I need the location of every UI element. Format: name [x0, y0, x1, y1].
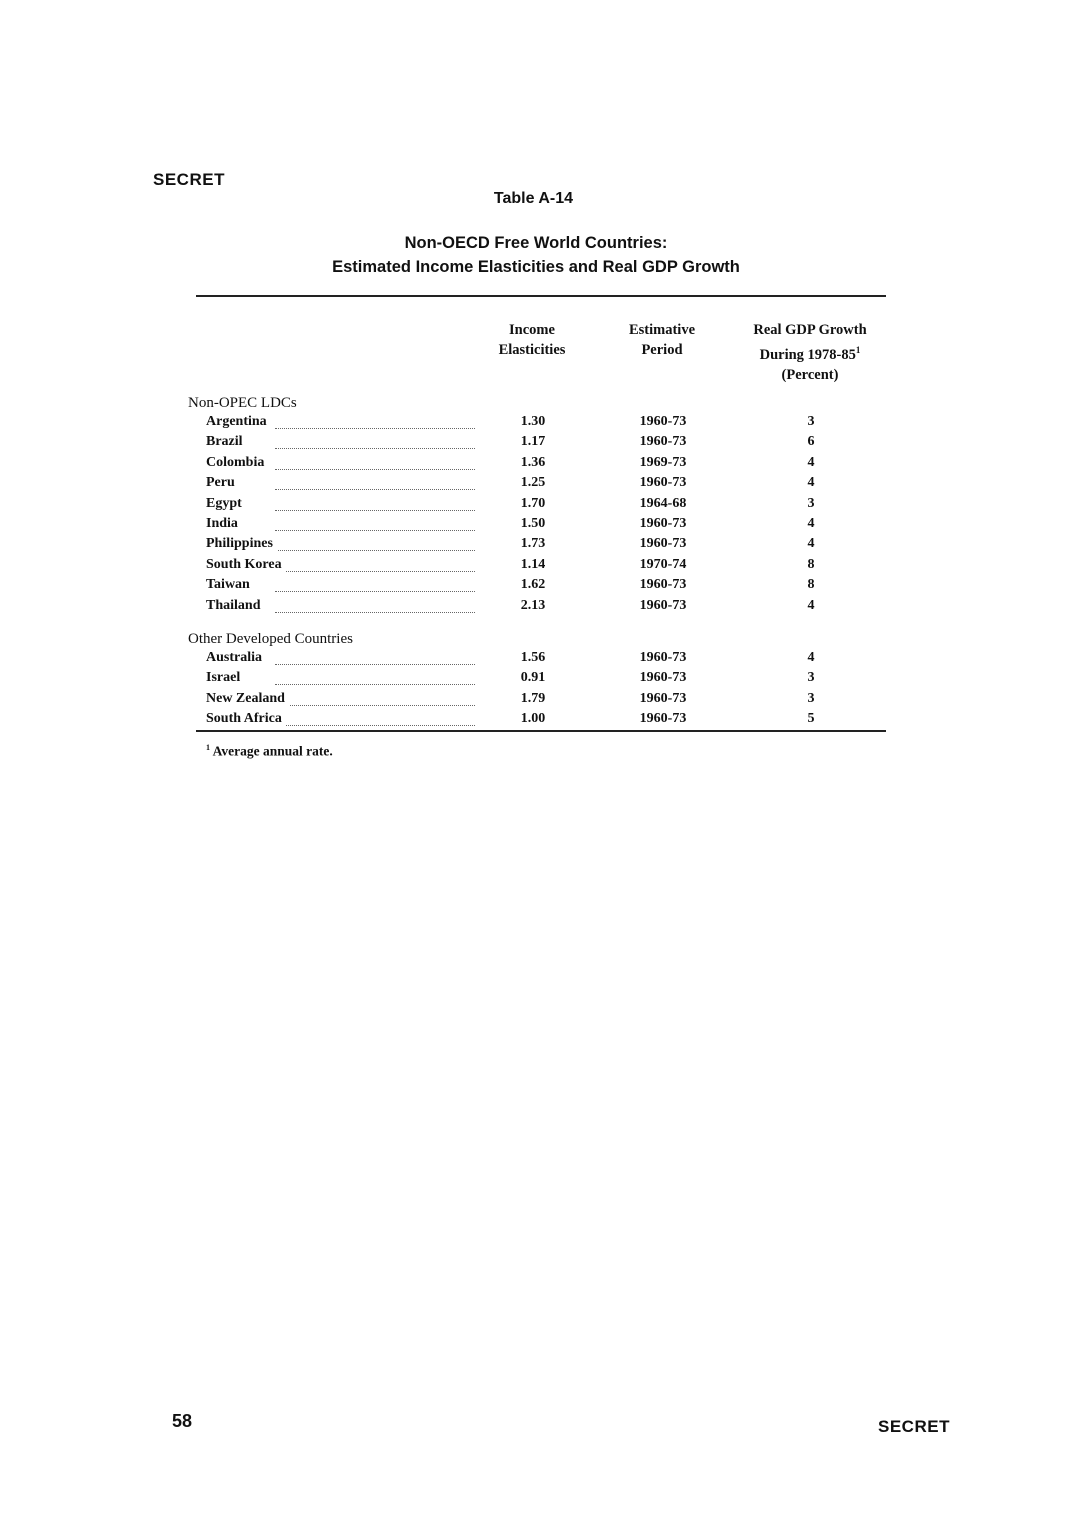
elasticity-cell: 1.36	[520, 454, 546, 470]
country-name: South Africa	[206, 711, 286, 727]
period-cell: 1970-74	[639, 556, 687, 572]
bottom-rule	[196, 730, 886, 732]
growth-cell: 3	[807, 414, 815, 429]
elasticity-cell: 1.70	[520, 495, 546, 511]
col-header-growth	[730, 320, 890, 385]
col-header-growth-footnote-mark: 1	[855, 345, 861, 355]
country-name: Peru	[206, 475, 239, 491]
elasticity-cell: 0.91	[520, 670, 546, 686]
period-cell: 1960-73	[639, 434, 687, 450]
leader-dots	[275, 724, 475, 726]
country-name: Thailand	[206, 598, 264, 614]
section-label-other-developed: Other Developed Countries	[188, 631, 353, 647]
col-header-growth-line2-text: During 1978-85	[759, 346, 856, 363]
col-header-elasticities-line1: Income	[509, 322, 555, 338]
country-name: Taiwan	[206, 577, 254, 593]
growth-cell: 3	[807, 690, 815, 706]
period-cell: 1960-73	[639, 670, 687, 686]
growth-cell: 3	[807, 495, 815, 511]
period-cell: 1960-73	[639, 536, 687, 552]
country-name: Australia	[206, 650, 266, 666]
period-cell: 1960-73	[639, 711, 687, 727]
col-header-growth-line1: Real GDP Growth	[753, 322, 867, 338]
leader-dots	[275, 529, 475, 531]
period-cell: 1960-73	[639, 516, 687, 531]
growth-cell: 4	[807, 454, 815, 470]
elasticity-cell: 1.79	[520, 690, 546, 706]
period-cell: 1960-73	[639, 597, 687, 613]
country-name: Egypt	[206, 496, 246, 512]
period-cell: 1960-73	[639, 577, 687, 593]
growth-cell: 5	[807, 711, 815, 727]
elasticity-cell: 1.17	[520, 434, 546, 450]
country-name: Israel	[206, 670, 244, 686]
country-name: Brazil	[206, 434, 247, 450]
growth-cell: 4	[807, 536, 815, 552]
growth-cell: 4	[807, 516, 815, 531]
classification-top: SECRET	[153, 170, 225, 189]
elasticity-cell: 1.73	[520, 536, 546, 552]
section-label-non-opec: Non-OPEC LDCs	[188, 395, 297, 411]
leader-dots	[275, 611, 475, 613]
growth-cell: 3	[807, 670, 815, 686]
period-cell: 1960-73	[639, 650, 687, 665]
col-header-growth-line2	[730, 340, 890, 365]
leader-dots	[275, 427, 475, 429]
elasticity-cell: 1.25	[520, 475, 546, 491]
leader-dots	[275, 468, 475, 470]
leader-dots	[275, 549, 475, 551]
elasticity-cell: 2.13	[520, 597, 546, 613]
country-name: Colombia	[206, 455, 268, 471]
leader-dots	[275, 447, 475, 449]
elasticity-cell: 1.00	[520, 711, 546, 727]
growth-cell: 4	[807, 475, 815, 491]
footnote-text: Average annual rate.	[212, 743, 333, 759]
growth-cell: 4	[807, 650, 815, 665]
country-name: Argentina	[206, 414, 271, 430]
top-rule	[196, 295, 886, 297]
col-header-elasticities-line2: Elasticities	[498, 342, 566, 358]
table-title-line1: Non-OECD Free World Countries:	[404, 234, 668, 252]
period-cell: 1969-73	[639, 454, 687, 470]
table-title-line2: Estimated Income Elasticities and Real GDP Growth	[332, 258, 740, 276]
leader-dots	[275, 509, 475, 511]
page-number: 58	[172, 1411, 193, 1431]
col-header-growth-line3: (Percent)	[781, 366, 839, 383]
growth-cell: 8	[807, 577, 815, 593]
period-cell: 1960-73	[639, 690, 687, 706]
leader-dots	[275, 590, 475, 592]
leader-dots	[275, 570, 475, 572]
elasticity-cell: 1.62	[520, 577, 546, 593]
leader-dots	[275, 663, 475, 665]
period-cell: 1960-73	[639, 414, 687, 429]
col-header-period-line1: Estimative	[628, 322, 696, 338]
period-cell: 1960-73	[639, 475, 687, 491]
elasticity-cell: 1.30	[520, 414, 546, 429]
classification-bottom: SECRET	[878, 1417, 950, 1436]
elasticity-cell: 1.14	[520, 556, 546, 572]
leader-dots	[275, 683, 475, 685]
country-name: Philippines	[206, 536, 277, 552]
leader-dots	[275, 704, 475, 706]
table-number: Table A-14	[493, 190, 574, 207]
growth-cell: 8	[807, 556, 815, 572]
leader-dots	[275, 488, 475, 490]
country-name: India	[206, 516, 242, 532]
col-header-period-line2: Period	[641, 342, 683, 358]
growth-cell: 6	[807, 434, 815, 450]
period-cell: 1964-68	[639, 495, 687, 511]
footnote-mark: 1	[206, 743, 210, 752]
growth-cell: 4	[807, 597, 815, 613]
elasticity-cell: 1.56	[520, 650, 546, 665]
col-header-elasticities	[482, 320, 582, 360]
country-name: South Korea	[206, 557, 286, 573]
footnote	[206, 743, 333, 760]
col-header-period	[612, 320, 712, 360]
country-name: New Zealand	[206, 691, 289, 707]
elasticity-cell: 1.50	[520, 516, 546, 531]
